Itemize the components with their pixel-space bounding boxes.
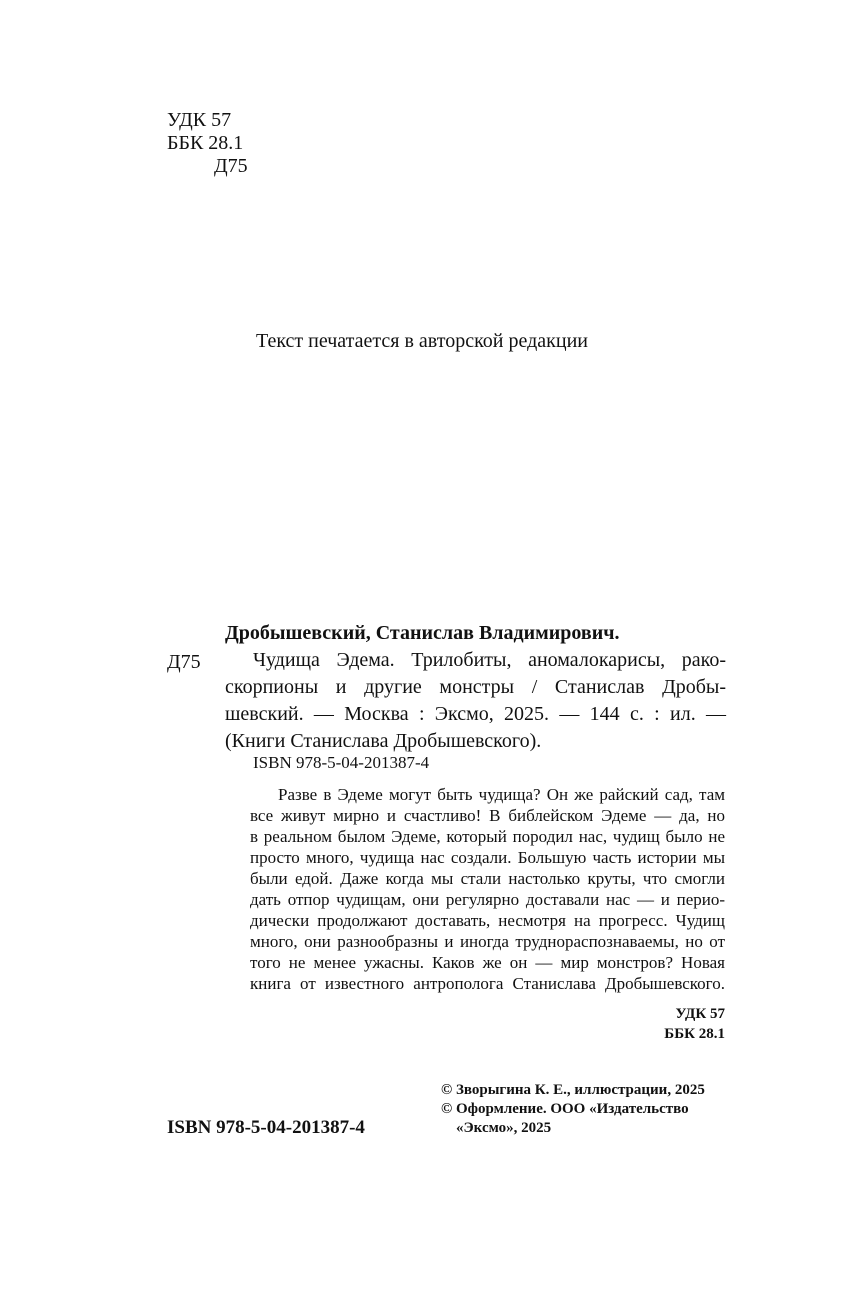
copyright-line: © Зворыгина К. Е., иллюстрации, 2025 (441, 1082, 705, 1098)
abstract-line: в реальном былом Эдеме, который породил нас, чудищ было не (250, 827, 725, 846)
abstract-line: Разве в Эдеме могут быть чудища? Он же райский сад, там (278, 785, 725, 804)
entry-author-sign: Д75 (167, 651, 201, 673)
copyright-line: © Оформление. ООО «Издательство (441, 1101, 689, 1117)
udk-code: УДК 57 (167, 109, 232, 131)
description-line: скорпионы и другие монстры / Станислав Дробы- (225, 676, 726, 698)
bibliographic-description (225, 647, 726, 757)
abstract-line: просто много, чудища нас создали. Большую часть истории мы (250, 848, 725, 867)
entry-bbk-code: ББК 28.1 (664, 1026, 725, 1042)
abstract-line: книга от известного антрополога Станислава Дробышевского. (250, 974, 725, 993)
abstract-line: дически продолжают доставать, несмотря на прогресс. Чудищ (250, 911, 725, 930)
footer-isbn: ISBN 978-5-04-201387-4 (167, 1117, 365, 1138)
abstract-line: все живут мирно и счастливо! В библейском Эдеме — да, но (250, 806, 725, 825)
entry-udk-code: УДК 57 (675, 1006, 725, 1022)
abstract-line: дать отпор чудищам, они регулярно доставали нас — и перио- (250, 890, 725, 909)
copyright-line: «Эксмо», 2025 (456, 1120, 552, 1136)
abstract (250, 784, 725, 996)
description-line: Чудища Эдема. Трилобиты, аномалокарисы, рако- (253, 649, 726, 671)
description-line: (Книги Станислава Дробышевского). (225, 730, 542, 752)
bbk-code: ББК 28.1 (167, 132, 244, 154)
description-line: шевский. — Москва : Эксмо, 2025. — 144 с. : ил. — (225, 703, 726, 725)
abstract-line: были едой. Даже когда мы стали настолько круты, что смогли (250, 869, 725, 888)
abstract-line: того не менее ужасны. Каков же он — мир монстров? Новая (250, 953, 725, 972)
editorial-note: Текст печатается в авторской редакции (256, 330, 588, 352)
abstract-line: много, они разнообразны и иногда труднораспознаваемы, но от (250, 932, 725, 951)
author-heading: Дробышевский, Станислав Владимирович. (225, 622, 620, 644)
copyright-block (441, 1081, 705, 1138)
author-sign: Д75 (214, 155, 248, 177)
entry-isbn: ISBN 978-5-04-201387-4 (253, 753, 430, 772)
